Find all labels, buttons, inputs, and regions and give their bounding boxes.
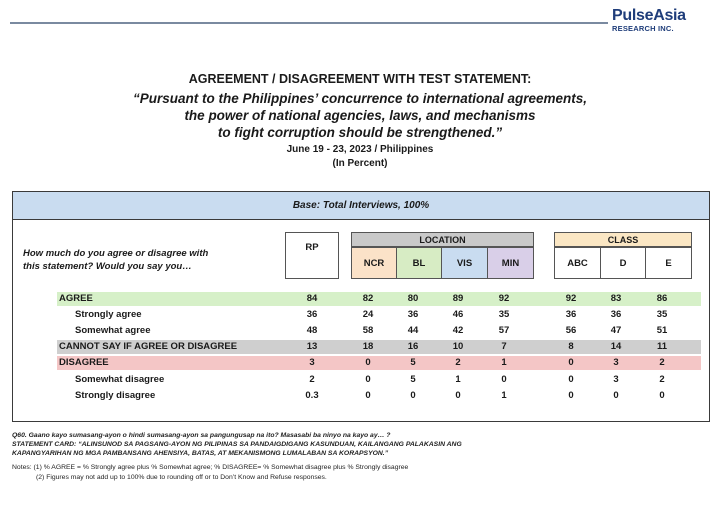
table-cell: 3 [613,357,619,368]
table-cell: 44 [407,325,419,336]
table-cell: 3 [613,374,619,385]
table-cell: 47 [610,325,622,336]
table-cell: 42 [452,325,464,336]
table-cell: 0 [365,374,371,385]
table-cell: 0 [568,390,574,401]
class-group-header: CLASS [554,232,692,247]
column-header-vis: VIS [441,247,488,279]
table-row [57,292,701,306]
table-cell: 16 [407,341,419,352]
statement-line: to fight corruption should be strengthened.” [217,125,503,140]
base-bar: Base: Total Interviews, 100% [13,192,709,220]
table-cell: 1 [501,357,507,368]
survey-date: June 19 - 23, 2023 / Philippines [286,144,434,155]
table-cell: 14 [610,341,622,352]
table-cell: 11 [656,341,668,352]
table-cell: 2 [659,374,665,385]
row-label: Somewhat disagree [75,374,165,385]
statement-line: the power of national agencies, laws, and mechanisms [184,108,536,123]
table-cell: 2 [659,357,665,368]
table-cell: 13 [306,341,318,352]
table-cell: 8 [568,341,574,352]
table-cell: 46 [452,309,464,320]
footnote-question: Q60. Gaano kayo sumasang-ayon o hindi sumasang-ayon sa pangungusap na ito? Masasabi ba ninyo na kayo ay… ? [12,432,391,439]
table-cell: 2 [309,374,315,385]
table-cell: 84 [306,293,318,304]
footnote-statement-card: STATEMENT CARD: “ALINSUNOD SA PAGSANG-AYON NG PILIPINAS SA PANDAIGDIGANG KASUNDUAN, KAILANGANG PALAKASIN ANG [12,441,462,448]
table-cell: 0 [365,390,371,401]
footnote-statement-card-cont: KAPANGYARIHAN NG MGA PAMBANSANG AHENSIYA, BATAS, AT MEKANISMONG LUMALABAN SA KORAPSYON.” [12,450,389,457]
unit-label: (In Percent) [332,158,388,169]
table-cell: 35 [498,309,510,320]
table-cell: 58 [362,325,374,336]
table-cell: 0 [568,357,574,368]
table-cell: 5 [410,357,416,368]
column-header-abc: ABC [554,247,601,279]
statement-line: “Pursuant to the Philippines’ concurrence to international agreements, [132,91,588,106]
question-line: this statement? Would you say you… [23,261,192,272]
table-cell: 24 [362,309,374,320]
table-cell: 36 [407,309,419,320]
table-cell: 36 [610,309,622,320]
table-cell: 89 [452,293,464,304]
column-header-min: MIN [487,247,534,279]
column-header-e: E [645,247,692,279]
column-header-ncr: NCR [351,247,397,279]
test-statement [0,90,720,141]
table-cell: 1 [501,390,507,401]
table-cell: 5 [410,374,416,385]
footnote-notes: Notes: (1) % AGREE = % Strongly agree plus % Somewhat agree; % DISAGREE= % Somewhat disagree plus % Strongly disagree [12,464,409,471]
table-row [57,340,701,354]
table-cell: 1 [455,374,461,385]
brand-name: PulseAsia [612,7,686,24]
table-cell: 57 [498,325,510,336]
table-cell: 0 [568,374,574,385]
row-label: Strongly disagree [75,390,156,401]
brand-logo [612,8,712,33]
table-row [57,356,701,370]
table-cell: 7 [501,341,507,352]
rp-column-header: RP [285,232,339,279]
table-cell: 83 [610,293,622,304]
table-cell: 36 [306,309,318,320]
report-title: AGREEMENT / DISAGREEMENT WITH TEST STATEMENT: [188,72,532,86]
table-row [57,308,701,322]
table-cell: 0 [410,390,416,401]
table-cell: 10 [452,341,464,352]
location-group-header: LOCATION [351,232,534,247]
header-rule [10,22,608,24]
results-table [12,191,710,422]
table-cell: 2 [455,357,461,368]
table-cell: 86 [656,293,668,304]
table-cell: 18 [362,341,374,352]
row-label: Strongly agree [75,309,142,320]
table-cell: 0 [659,390,665,401]
table-cell: 36 [565,309,577,320]
table-cell: 80 [407,293,419,304]
row-label: AGREE [59,293,93,304]
table-cell: 35 [656,309,668,320]
table-cell: 0 [613,390,619,401]
row-label: DISAGREE [59,357,109,368]
table-row [57,324,701,338]
row-label: Somewhat agree [75,325,151,336]
row-label: CANNOT SAY IF AGREE OR DISAGREE [59,341,238,352]
table-cell: 0 [455,390,461,401]
table-cell: 92 [565,293,577,304]
table-cell: 56 [565,325,577,336]
table-cell: 0.3 [305,390,319,401]
column-header-bl: BL [396,247,442,279]
table-cell: 3 [309,357,315,368]
column-header-d: D [600,247,646,279]
table-cell: 92 [498,293,510,304]
footnote-notes-2: (2) Figures may not add up to 100% due to rounding off or to Don’t Know and Refuse responses. [36,474,327,481]
brand-subtitle: RESEARCH INC. [612,24,674,33]
question-text [23,247,283,273]
table-row [57,373,701,387]
table-cell: 0 [501,374,507,385]
table-cell: 48 [306,325,318,336]
table-cell: 0 [365,357,371,368]
question-line: How much do you agree or disagree with [23,248,209,259]
table-cell: 51 [656,325,668,336]
table-cell: 82 [362,293,374,304]
table-row [57,389,701,403]
